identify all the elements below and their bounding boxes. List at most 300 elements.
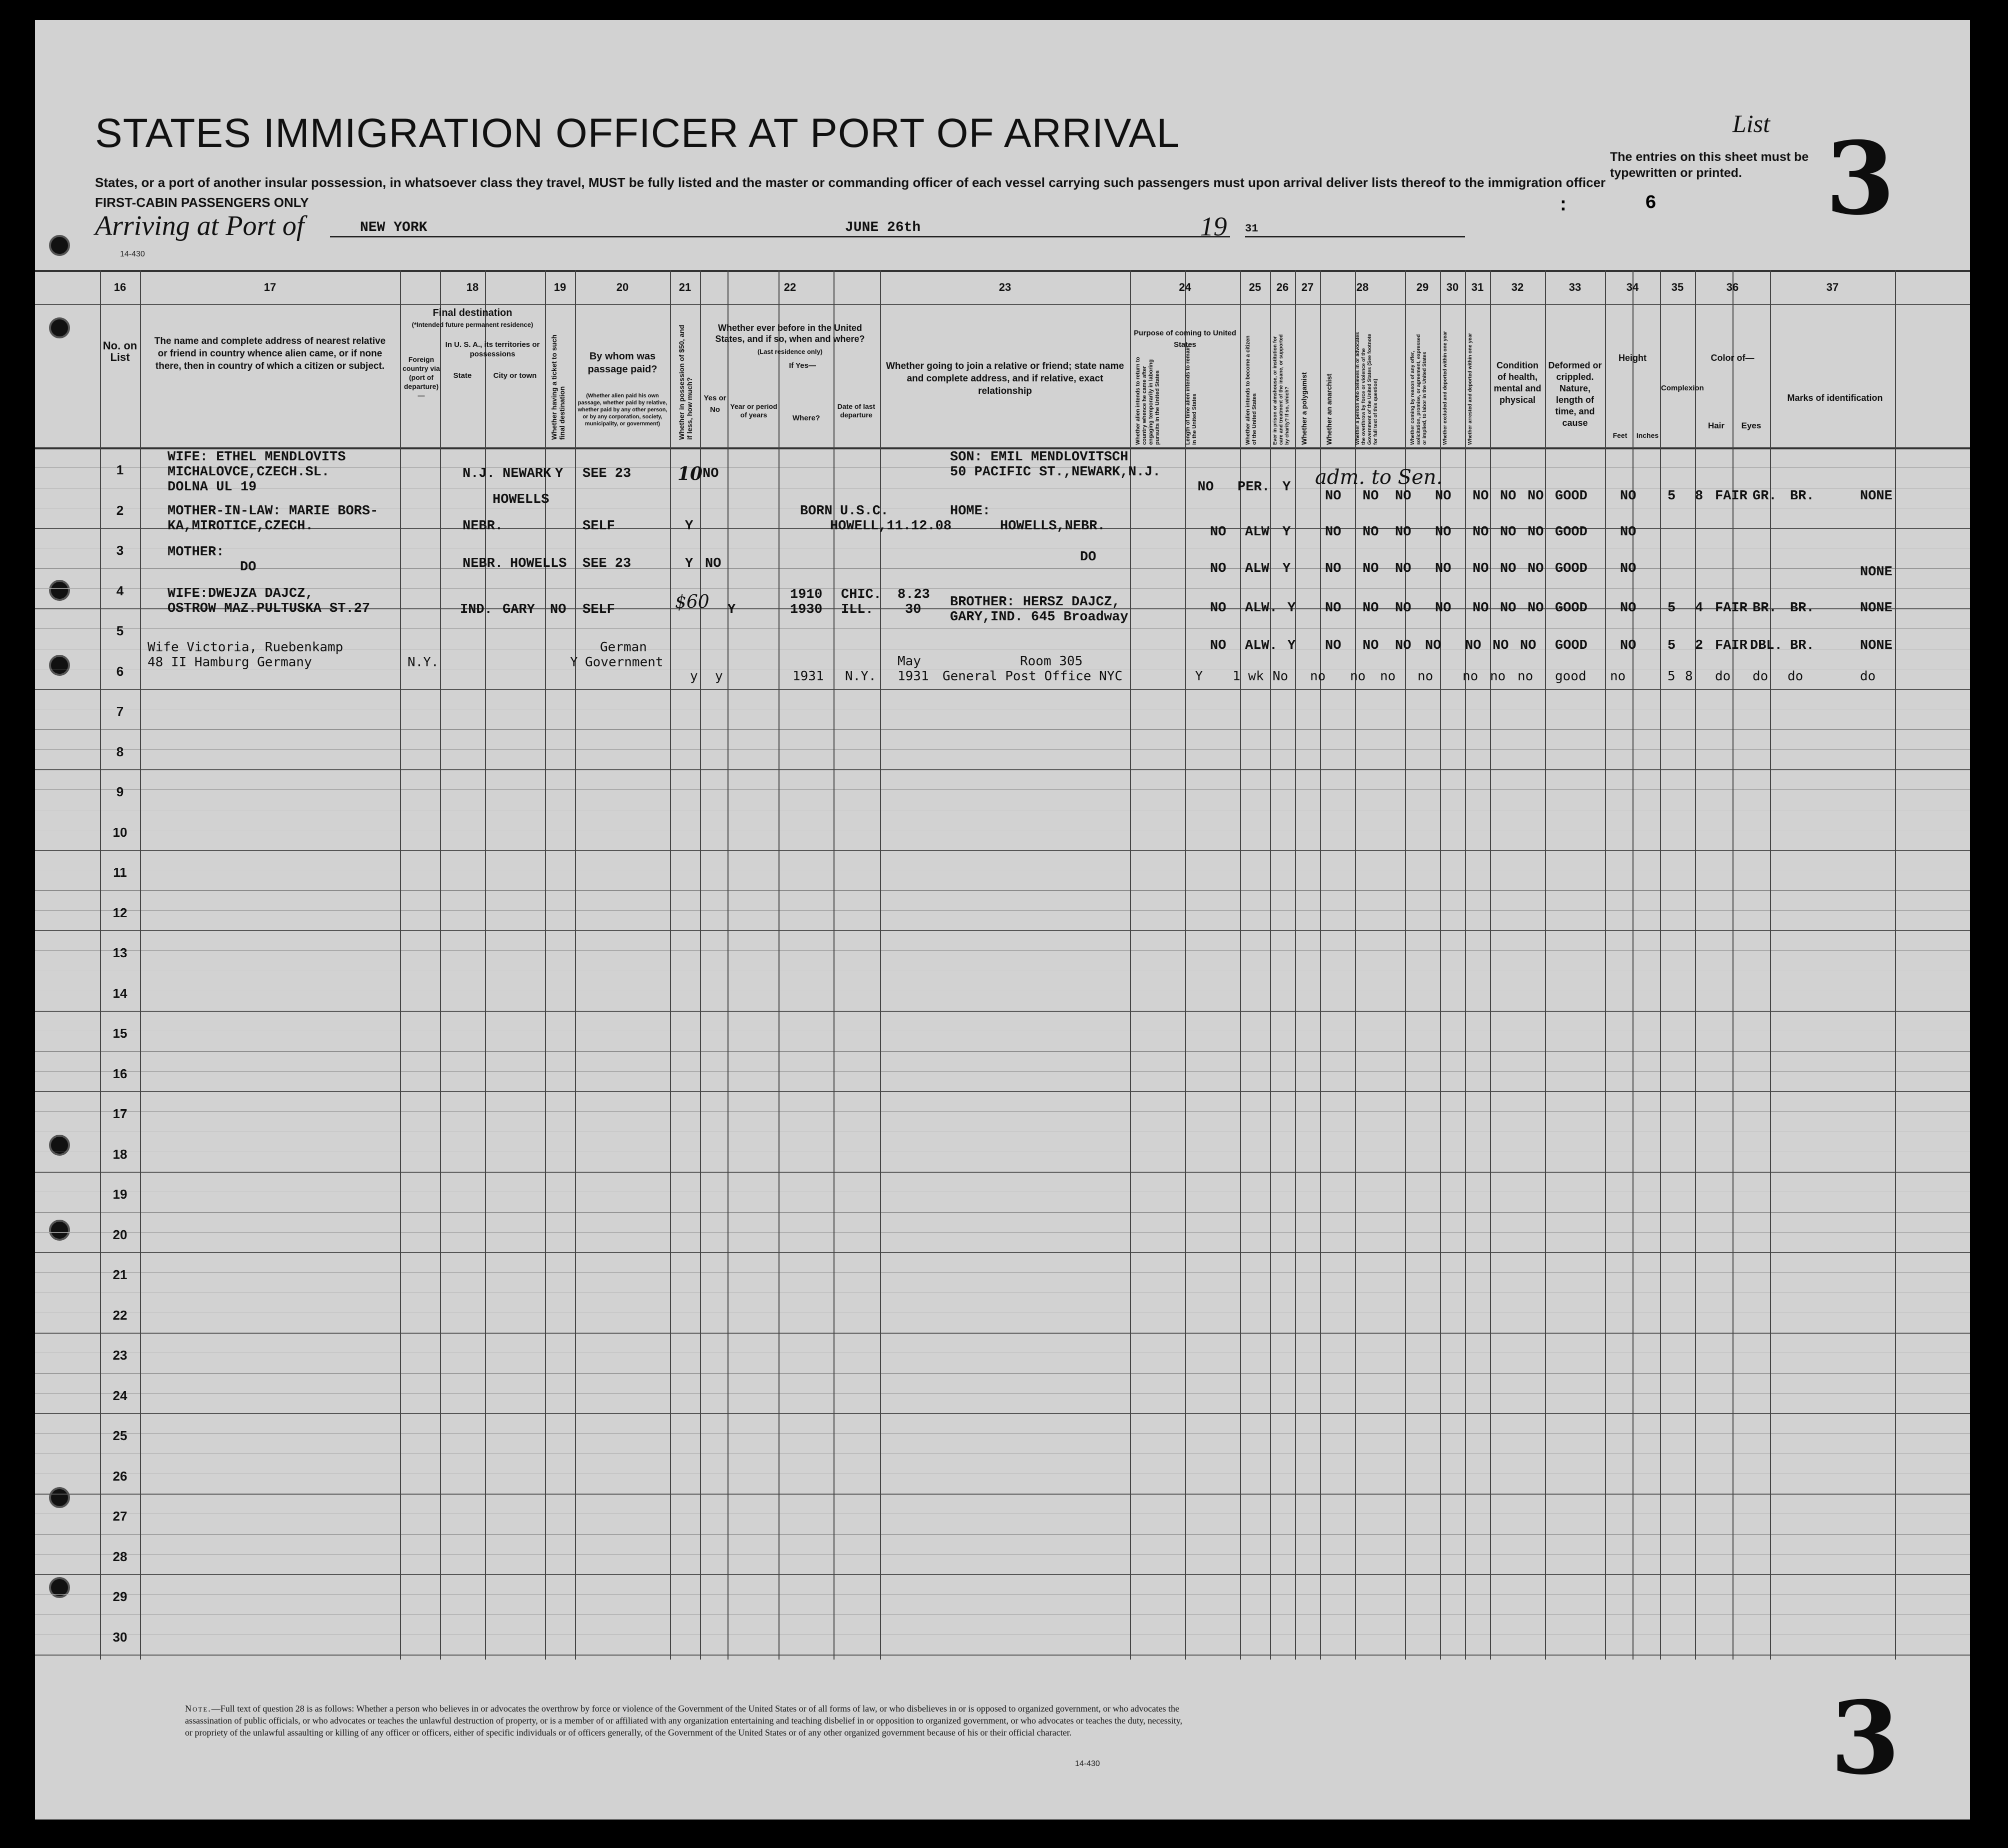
row2-paid: SELF — [582, 519, 615, 534]
colnum-35: 35 — [1671, 281, 1684, 293]
row5-foreign: N.Y. — [408, 655, 439, 670]
row5-ticket: Y — [570, 655, 578, 670]
row5-join-line2: General Post Office NYC — [942, 669, 1123, 684]
row1-feet: 5 — [1668, 489, 1676, 504]
row3-excluded: NO — [1500, 561, 1516, 576]
manifest-sheet — [35, 20, 1970, 1820]
row-number: 30 — [112, 1629, 128, 1645]
col-city: City or town — [493, 371, 537, 380]
grid-row-line — [35, 1172, 1970, 1173]
row5-before: y — [715, 669, 723, 684]
row1-overthrow: NO — [1435, 489, 1452, 504]
grid-half-line — [35, 1433, 1970, 1434]
row3-citizen: Y — [1282, 561, 1291, 576]
row5-complexion: do — [1715, 669, 1731, 684]
colnum-30: 30 — [1446, 281, 1459, 293]
row5-feet: 5 — [1668, 669, 1676, 684]
row2-return: NO — [1210, 525, 1226, 540]
row5-health: good — [1555, 669, 1586, 684]
extra-polygamist: NO — [1362, 638, 1379, 653]
col-deformed: Deformed or crippled. Nature, length of time, and cause — [1548, 360, 1602, 428]
row-number: 5 — [116, 623, 124, 638]
grid-half-line — [35, 749, 1970, 750]
col-relative-address: The name and complete address of nearest relative or friend in country whence alien came, or if none there, then in country of which a citizen or subject. — [154, 336, 386, 371]
row1-city: NEWARK — [502, 466, 552, 481]
row3-before: NO — [705, 556, 722, 571]
grid-row-line — [35, 689, 1970, 690]
row-number: 27 — [112, 1509, 128, 1524]
row2-city: HOWELLS — [492, 492, 550, 507]
row5-overthrow: no — [1418, 669, 1434, 684]
row2-join-line1: HOME: — [950, 504, 991, 519]
row4-health: GOOD — [1555, 601, 1588, 616]
row3-prison: NO — [1325, 561, 1342, 576]
grid-half-line — [35, 950, 1970, 951]
col-join-relative: Whether going to join a relative or friend; state name and complete address, and if relative, exact relationship — [886, 361, 1124, 396]
row4-departure-line2: 30 — [905, 602, 922, 617]
grid-row-line — [35, 1212, 1970, 1213]
row4-relative-line1: WIFE:DWEJZA DAJCZ, — [168, 586, 314, 601]
row3-polygamist: NO — [1362, 561, 1379, 576]
row1-deformed: NO — [1620, 489, 1636, 504]
row4-period-line2: 1930 — [790, 602, 822, 617]
row5-join-line1: Room 305 — [1020, 654, 1083, 669]
grid-column-line — [1295, 270, 1296, 1660]
colnum-21: 21 — [678, 281, 692, 293]
row4-city: GARY — [502, 602, 535, 617]
footer-list-number: 3 — [1830, 1680, 1900, 1797]
row2-citizen: Y — [1282, 525, 1291, 540]
entries-note: The entries on this sheet must be typewritten or printed. — [1610, 150, 1809, 180]
col-arrested: Whether arrested and deported within one year — [1468, 333, 1473, 445]
row4-feet: 5 — [1668, 601, 1676, 616]
row5-citizen: No — [1272, 669, 1288, 684]
row3-return: NO — [1210, 561, 1226, 576]
row3-deformed: NO — [1620, 561, 1636, 576]
row-number: 22 — [112, 1307, 128, 1323]
colnum-28: 28 — [1356, 281, 1369, 293]
grid-column-line — [670, 270, 671, 1660]
row4-hair: BR. — [1752, 601, 1777, 616]
row3-overthrow: NO — [1435, 561, 1452, 576]
sheet-mark: 6 — [1645, 192, 1656, 214]
row1-polygamist: NO — [1362, 489, 1379, 504]
extra-marks: NONE — [1860, 638, 1892, 653]
grid-column-line — [1632, 270, 1634, 1660]
row2-length: ALW — [1245, 525, 1270, 540]
row3-relative-line2: DO — [240, 560, 256, 575]
row4-join-line2: GARY,IND. 645 Broadway — [950, 610, 1128, 625]
row2-prison: NO — [1325, 525, 1342, 540]
row4-money: $60 — [675, 592, 710, 612]
year-prefix: 19 — [1200, 211, 1227, 241]
row-number: 18 — [112, 1146, 128, 1162]
page-title: STATES IMMIGRATION OFFICER AT PORT OF ARRIVAL — [95, 110, 1180, 156]
row-number: 8 — [116, 744, 124, 759]
row2-health: GOOD — [1555, 525, 1588, 540]
grid-column-line — [140, 270, 141, 1660]
grid-row-line — [35, 1252, 1970, 1253]
row5-excluded: no — [1490, 669, 1506, 684]
row-number: 16 — [112, 1066, 128, 1081]
col-feet: Feet — [1612, 431, 1628, 439]
colnum-36: 36 — [1726, 281, 1739, 293]
grid-top-line — [35, 270, 1970, 272]
colnum-37: 37 — [1826, 281, 1839, 293]
extra-return: NO — [1210, 638, 1226, 653]
extra-deformed: NO — [1620, 638, 1636, 653]
col-complexion: Complexion — [1661, 384, 1704, 392]
colnum-33: 33 — [1568, 281, 1582, 293]
list-number: 3 — [1825, 120, 1895, 237]
grid-half-line — [35, 1272, 1970, 1273]
extra-eyes: BR. — [1790, 638, 1814, 653]
row2-where: U.S.C. — [840, 504, 889, 519]
row4-deformed: NO — [1620, 601, 1636, 616]
grid-row-line — [35, 890, 1970, 891]
row1-ticket: Y — [555, 466, 564, 481]
extra-excluded: NO — [1492, 638, 1509, 653]
col-return-intent: Whether alien intends to return to country whence he came after engaging temporarily in laboring pursuits in the United States — [1135, 356, 1160, 445]
row4-polygamist: NO — [1362, 601, 1379, 616]
grid-column-line — [1605, 270, 1606, 1660]
colnum-34: 34 — [1626, 281, 1639, 293]
row1-relative-line2: MICHALOVCE,CZECH.SL. — [168, 465, 330, 480]
cabin-class-line: FIRST-CABIN PASSENGERS ONLY — [95, 195, 309, 210]
grid-half-line — [35, 1554, 1970, 1555]
row-number: 24 — [112, 1388, 128, 1403]
grid-half-line — [35, 1071, 1970, 1072]
row-number: 15 — [112, 1026, 128, 1041]
colon-mark: : — [1558, 195, 1569, 216]
row-number: 10 — [112, 824, 128, 840]
grid-row-line — [35, 1574, 1970, 1575]
grid-row-line — [35, 1051, 1970, 1052]
row5-departure-line2: 1931 — [898, 669, 929, 684]
footer-form-number: 14-430 — [1075, 1760, 1100, 1768]
grid-header-bottom — [35, 447, 1970, 449]
row5-return: Y — [1195, 669, 1203, 684]
col-inches: Inches — [1636, 431, 1659, 439]
grid-half-line — [35, 628, 1970, 629]
row3-join: DO — [1080, 550, 1096, 565]
row4-where-line2: ILL. — [841, 602, 874, 617]
grid-half-line — [35, 910, 1970, 911]
row3-length: ALW — [1245, 561, 1270, 576]
row-number: 14 — [112, 985, 128, 1001]
row2-relative-line2: KA,MIROTICE,CZECH. — [168, 519, 314, 534]
row1-relative-line3: DOLNA UL 19 — [168, 480, 257, 495]
col-height: Height — [1618, 353, 1646, 363]
grid-colnum-line — [35, 304, 1970, 305]
col-prison: Ever in prison or almshouse, or institution for care and treatment of the insane, or supported by charity? If so, which? — [1272, 334, 1290, 445]
grid-column-line — [1465, 270, 1466, 1660]
grid-column-line — [1185, 270, 1186, 1660]
row5-eyes: do — [1788, 669, 1804, 684]
colnum-22: 22 — [784, 281, 796, 293]
row5-anarchist: no — [1380, 669, 1396, 684]
row-number: 19 — [112, 1187, 128, 1202]
grid-row-line — [35, 1373, 1970, 1374]
row1-relative-line1: WIFE: ETHEL MENDLOVITS — [168, 450, 346, 465]
row5-period: 1931 — [792, 669, 824, 684]
grid-row-line — [35, 1494, 1970, 1495]
grid-half-line — [35, 789, 1970, 790]
extra-overthrow: NO — [1425, 638, 1442, 653]
row2-relative-line1: MOTHER-IN-LAW: MARIE BORS- — [168, 504, 378, 519]
row2-period: BORN — [800, 504, 832, 519]
instructions-line: States, or a port of another insular possession, in whatsoever class they travel, MUST be fully listed and the master or commanding officer of each vessel carrying such passengers must upon arrival deliver lists thereof to the immigration officer — [95, 175, 1606, 190]
extra-health: GOOD — [1555, 638, 1588, 653]
row-number: 3 — [116, 543, 124, 558]
row4-offer: NO — [1472, 601, 1489, 616]
extra-feet: 5 — [1668, 638, 1676, 653]
grid-row-line — [35, 1333, 1970, 1334]
row-number: 1 — [116, 462, 124, 477]
col-no-on-list: No. on List — [102, 339, 138, 363]
col-eyes: Eyes — [1741, 421, 1762, 430]
colnum-26: 26 — [1276, 281, 1289, 293]
row4-return: NO — [1210, 601, 1226, 616]
row3-offer: NO — [1472, 561, 1489, 576]
col-state: State — [453, 371, 472, 380]
row2-overthrow: NO — [1435, 525, 1452, 540]
row-number: 20 — [112, 1227, 128, 1242]
row-number: 2 — [116, 502, 124, 518]
row4-state: IND. — [460, 602, 492, 617]
row3-money: Y — [685, 556, 694, 571]
row1-before: NO — [702, 466, 719, 481]
row1-anarchist: NO — [1395, 489, 1412, 504]
row-number: 28 — [112, 1549, 128, 1564]
row4-length: ALW. — [1245, 601, 1278, 616]
row4-arrested: NO — [1528, 601, 1544, 616]
row4-where: CHIC. — [841, 587, 882, 602]
row4-complexion: FAIR — [1715, 601, 1748, 616]
col-final-destination-note: (*Intended future permanent residence) — [412, 321, 534, 328]
list-label: List — [1732, 109, 1770, 137]
row5-deformed: no — [1610, 669, 1626, 684]
grid-column-line — [1490, 270, 1491, 1660]
grid-half-line — [35, 1111, 1970, 1112]
extra-hair: DBL. — [1750, 638, 1782, 653]
row4-eyes: BR. — [1790, 601, 1814, 616]
col-last-residence: (Last residence only) — [757, 348, 823, 355]
row1-offer: NO — [1472, 489, 1489, 504]
row1-arrested: NO — [1528, 489, 1544, 504]
extra-length: ALW. — [1245, 638, 1278, 653]
row5-polygamist: no — [1350, 669, 1366, 684]
row2-where-line2: HOWELL,11.12.08 — [830, 519, 952, 534]
row1-paid: SEE 23 — [582, 466, 632, 481]
row3-arrested: NO — [1528, 561, 1544, 576]
col-in-usa: In U. S. A., its territories or possessions — [445, 340, 540, 358]
grid-column-line — [1695, 270, 1696, 1660]
row5-prison: no — [1310, 669, 1326, 684]
row3-relative-line1: MOTHER: — [168, 545, 224, 560]
colnum-17: 17 — [264, 281, 276, 293]
row-number: 7 — [116, 704, 124, 719]
colnum-27: 27 — [1301, 281, 1314, 293]
colnum-31: 31 — [1471, 281, 1484, 293]
row2-offer: NO — [1472, 525, 1489, 540]
col-citizen: Whether alien intends to become a citizen of the United States — [1245, 335, 1258, 445]
row5-offer: no — [1462, 669, 1478, 684]
col-color-of: Color of— — [1710, 353, 1754, 363]
colnum-20: 20 — [616, 281, 629, 293]
grid-half-line — [35, 1594, 1970, 1595]
grid-half-line — [35, 1393, 1970, 1394]
colnum-29: 29 — [1416, 281, 1429, 293]
col-last-departure: Date of last departure — [837, 402, 876, 419]
col-health: Condition of health, mental and physical — [1494, 360, 1542, 405]
colnum-24: 24 — [1178, 281, 1192, 293]
grid-row-line — [35, 769, 1970, 770]
colnum-18: 18 — [466, 281, 479, 293]
grid-column-line — [1732, 270, 1734, 1660]
row-number: 23 — [112, 1348, 128, 1363]
grid-column-line — [880, 270, 881, 1660]
row4-ticket: NO — [550, 602, 566, 617]
grid-column-line — [440, 270, 441, 1660]
col-where: Where? — [792, 414, 820, 422]
row2-excluded: NO — [1500, 525, 1516, 540]
grid-row-line — [35, 1534, 1970, 1535]
row1-join-line1: SON: EMIL MENDLOVITSCH — [950, 450, 1128, 465]
extra-citizen: Y — [1288, 638, 1296, 653]
col-final-destination: Final destination — [432, 307, 512, 318]
grid-row-line — [35, 930, 1970, 931]
row-number: 12 — [112, 905, 128, 920]
row1-hair: GR. — [1752, 489, 1777, 504]
col-foreign-country: Foreign country via (port of departure)— — [402, 355, 440, 399]
row4-paid: SELF — [582, 602, 615, 617]
col-fifty-dollars: Whether in possession of $50, and if less, how much? — [678, 324, 694, 440]
row3-marks: NONE — [1860, 565, 1892, 580]
col-yes-no: Yes or No — [704, 394, 726, 414]
row1-length: PER. — [1238, 480, 1270, 495]
row-number: 25 — [112, 1428, 128, 1443]
grid-row-line — [35, 729, 1970, 730]
footnote — [185, 1703, 1185, 1739]
row4-relative-line2: OSTROW MAZ.PULTUSKA ST.27 — [168, 601, 370, 616]
row1-handwritten-note: adm. to Sen. — [1315, 466, 1443, 489]
row2-arrested: NO — [1528, 525, 1544, 540]
row1-excluded: NO — [1500, 489, 1516, 504]
row5-relative-line1: Wife Victoria, Ruebenkamp — [148, 640, 344, 655]
extra-prison: NO — [1325, 638, 1342, 653]
grid-column-line — [778, 270, 780, 1660]
row5-where: N.Y. — [845, 669, 876, 684]
row5-inches: 8 — [1685, 669, 1693, 684]
row1-state: N.J. — [462, 466, 495, 481]
row1-inches: 8 — [1695, 489, 1704, 504]
colnum-23: 23 — [998, 281, 1012, 293]
row5-hair: do — [1752, 669, 1768, 684]
row3-paid: SEE 23 — [582, 556, 632, 571]
grid-half-line — [35, 1232, 1970, 1233]
row1-join-line2: 50 PACIFIC ST.,NEWARK,N.J. — [950, 465, 1161, 480]
row3-state: NEBR. — [462, 556, 504, 571]
row3-health: GOOD — [1555, 561, 1588, 576]
row4-period: 1910 — [790, 587, 822, 602]
colnum-19: 19 — [554, 281, 566, 293]
grid-column-line — [1895, 270, 1896, 1660]
row4-join-line1: BROTHER: HERSZ DAJCZ, — [950, 595, 1120, 610]
grid-column-line — [1240, 270, 1241, 1660]
row-number: 17 — [112, 1106, 128, 1121]
row4-prison: NO — [1325, 601, 1342, 616]
row1-marks: NONE — [1860, 489, 1892, 504]
grid-row-line — [35, 568, 1970, 569]
row-number: 13 — [112, 945, 128, 960]
col-anarchist: Whether an anarchist — [1325, 373, 1333, 445]
colnum-32: 32 — [1511, 281, 1524, 293]
row1-complexion: FAIR — [1715, 489, 1748, 504]
extra-inches: 2 — [1695, 638, 1704, 653]
col-year-period: Year or period of years — [730, 402, 778, 419]
row-number: 29 — [112, 1589, 128, 1604]
row2-anarchist: NO — [1395, 525, 1412, 540]
row1-citizen: Y — [1282, 480, 1291, 495]
row5-arrested: no — [1518, 669, 1534, 684]
col-if-yes: If Yes— — [789, 361, 816, 370]
row2-deformed: NO — [1620, 525, 1636, 540]
row4-citizen: Y — [1288, 601, 1296, 616]
col-hair: Hair — [1708, 421, 1725, 430]
date-value: JUNE 26th — [845, 220, 921, 235]
row2-join-line2: HOWELLS,NEBR. — [1000, 519, 1106, 534]
row2-state: NEBR. — [462, 519, 504, 534]
form-number: 14-430 — [120, 250, 145, 258]
col-excluded: Whether excluded and deported within one year — [1442, 331, 1448, 445]
grid-row-line — [35, 1413, 1970, 1414]
col-labor-offer: Whether coming by reason of any offer, solicitation, promise, or agreement, expressed or implied, to labor in the United States — [1410, 334, 1428, 445]
row4-excluded: NO — [1500, 601, 1516, 616]
arriving-label: Arriving at Port of — [95, 210, 304, 241]
colnum-16: 16 — [114, 281, 126, 293]
row3-anarchist: NO — [1395, 561, 1412, 576]
grid-column-line — [1660, 270, 1661, 1660]
row-number: 11 — [113, 865, 127, 880]
row-number: 4 — [116, 583, 124, 598]
row4-departure: 8.23 — [898, 587, 930, 602]
row5-relative-line2: 48 II Hamburg Germany — [148, 655, 312, 670]
row4-anarchist: NO — [1395, 601, 1412, 616]
row5-paid-line2: Government — [585, 655, 664, 670]
row2-money: Y — [685, 519, 694, 534]
col-length-stay: Length of time alien intends to remain in the United States — [1185, 345, 1198, 445]
colnum-25: 25 — [1248, 281, 1262, 293]
year-suffix: 31 — [1245, 222, 1258, 235]
row2-polygamist: NO — [1362, 525, 1379, 540]
grid-column-line — [100, 270, 101, 1660]
grid-row-line — [35, 1655, 1970, 1656]
row5-money: y — [690, 669, 698, 684]
row-number: 21 — [112, 1267, 128, 1282]
grid-column-line — [1545, 270, 1546, 1660]
row1-eyes: BR. — [1790, 489, 1814, 504]
footnote-label: Note. — [185, 1704, 212, 1714]
row1-money: 10 — [678, 463, 703, 484]
row5-length: 1 wk — [1232, 669, 1264, 684]
row1-return: NO — [1198, 480, 1214, 495]
col-ticket: Whether having a ticket to such final destination — [550, 334, 566, 440]
row5-marks: do — [1860, 669, 1876, 684]
row4-inches: 4 — [1695, 601, 1704, 616]
extra-complexion: FAIR — [1715, 638, 1748, 653]
extra-arrested: NO — [1520, 638, 1536, 653]
